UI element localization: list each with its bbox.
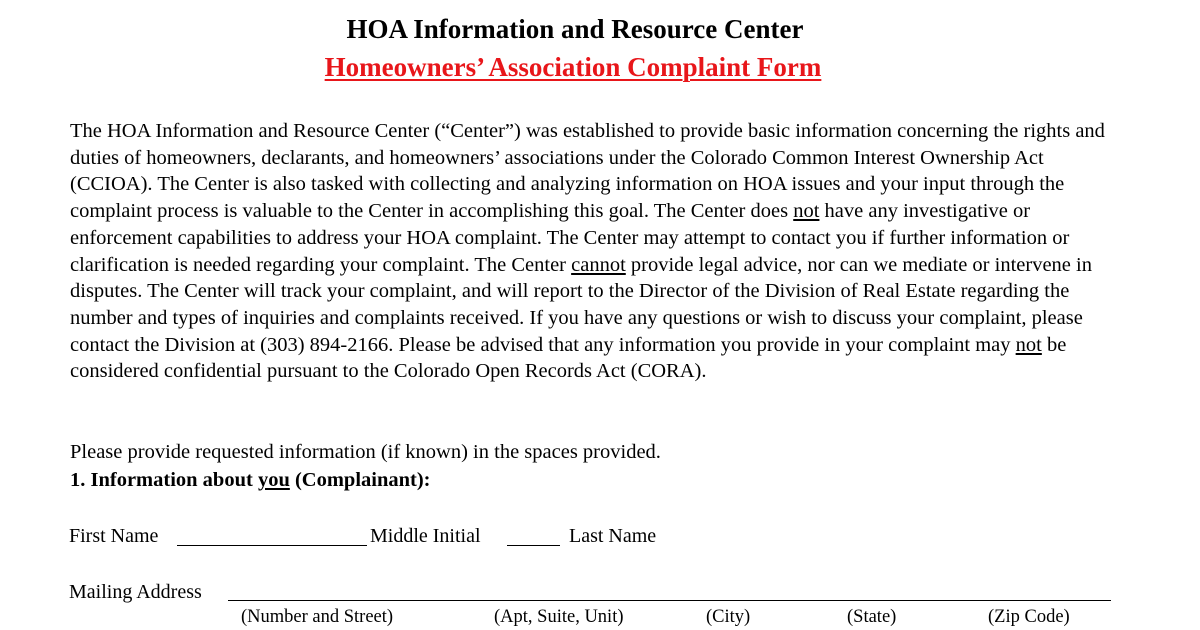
mailing-address-label: Mailing Address [69,581,202,603]
address-zip-hint: (Zip Code) [988,607,1070,627]
form-title-text: Homeowners’ Association Complaint Form [324,52,822,82]
last-name-label: Last Name [569,525,657,547]
address-city-hint: (City) [706,607,751,627]
first-name-field[interactable] [177,545,367,546]
intro-paragraph [70,118,1120,385]
intro-text-4: be considered confidential pursuant to the Colorado Open Records Act (CORA). [70,333,1067,383]
intro-text-3: provide legal advice, nor can we mediate or intervene in disputes. The Center will track your complaint, and will report to the Director of the Division of Real Estate regarding the number and types of inquiries and complaints received. If you have any questions or wish to discuss your complaint, please contact the Division at (303) 894-2166. Please be advised that any information you provide in your complaint may [70,253,1092,356]
address-state-hint: (State) [847,607,897,627]
section-1-emphasis: you [257,469,290,491]
mailing-address-field[interactable] [228,600,1111,601]
address-street-hint: (Number and Street) [241,607,394,627]
section-1-heading [70,467,431,494]
address-unit-hint: (Apt, Suite, Unit) [494,607,624,627]
intro-emphasis-cannot: cannot [571,253,626,276]
intro-text-2: have any investigative or enforcement capabilities to address your HOA complaint. The Center may attempt to contact you if further information or clarification is needed regarding your complaint. The Center [70,200,1070,276]
instructions-text: Please provide requested information (if known) in the spaces provided. [70,441,661,463]
middle-initial-field[interactable] [507,545,560,546]
middle-initial-label: Middle Initial [370,525,481,547]
intro-emphasis-not-confidential: not [1015,333,1042,356]
section-1-prefix: 1. Information about [70,469,258,491]
first-name-label: First Name [69,525,159,547]
intro-text-1: The HOA Information and Resource Center (“Center”) was established to provide basic information concerning the rights and duties of homeowners, declarants, and homeowners’ associations under the Colorado Common Interest Ownership Act (CCIOA). The Center is also tasked with collecting and analyzing information on HOA issues and your input through the complaint process is valuable to the Center in accomplishing this goal. The Center does [70,120,1105,223]
intro-emphasis-not: not [793,200,820,223]
form-org-title: HOA Information and Resource Center [346,14,804,44]
form-title [0,50,1146,84]
section-1-suffix: (Complainant): [289,469,431,491]
